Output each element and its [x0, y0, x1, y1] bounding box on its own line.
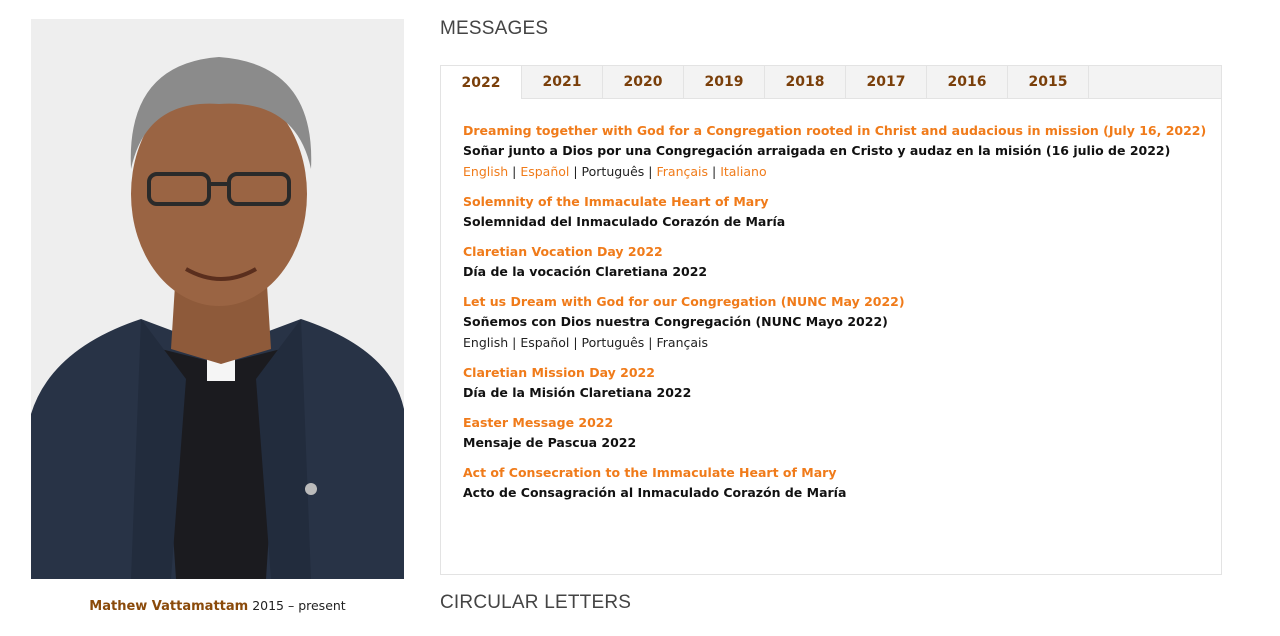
message-link-en[interactable]: Solemnity of the Immaculate Heart of Mary — [463, 194, 769, 209]
portrait-photo — [31, 19, 404, 579]
lang-link-francais[interactable]: Français — [656, 164, 709, 179]
lang-link-espanol[interactable]: Español — [520, 164, 570, 179]
circular-letters-heading: CIRCULAR LETTERS — [440, 592, 632, 613]
list-item — [463, 242, 1221, 282]
message-title-es: Soñar junto a Dios por una Congregación arraigada en Cristo y audaz en la misión (16 julio de 2022) — [463, 143, 1171, 158]
language-links: English | Español | Português | Français | Italiano — [463, 164, 767, 179]
tab-2015[interactable]: 2015 — [1008, 66, 1089, 98]
caption-years: 2015 – present — [252, 598, 346, 613]
message-title-es: Mensaje de Pascua 2022 — [463, 435, 637, 450]
lang-link-espanol[interactable]: Español — [520, 335, 570, 350]
message-title-es: Soñemos con Dios nuestra Congregación (NUNC Mayo 2022) — [463, 314, 888, 329]
messages-panel — [440, 65, 1222, 575]
tab-2021[interactable]: 2021 — [522, 66, 603, 98]
message-title-es: Día de la vocación Claretiana 2022 — [463, 264, 708, 279]
list-item — [463, 121, 1221, 182]
list-item — [463, 413, 1221, 453]
tab-2022[interactable]: 2022 — [441, 66, 522, 99]
portrait-caption — [31, 598, 404, 614]
message-link-en[interactable]: Act of Consecration to the Immaculate Heart of Mary — [463, 465, 837, 480]
list-item — [463, 192, 1221, 232]
tab-2016[interactable]: 2016 — [927, 66, 1008, 98]
lang-link-english[interactable]: English — [463, 335, 509, 350]
language-links: English | Español | Português | Français — [463, 335, 709, 350]
message-title-es: Solemnidad del Inmaculado Corazón de María — [463, 214, 786, 229]
message-list — [441, 99, 1221, 503]
lang-link-portugues[interactable]: Português — [581, 164, 645, 179]
message-link-en[interactable]: Easter Message 2022 — [463, 415, 614, 430]
lang-link-portugues[interactable]: Português — [581, 335, 645, 350]
year-tabs — [441, 66, 1221, 99]
lang-link-english[interactable]: English — [463, 164, 509, 179]
message-link-en[interactable]: Let us Dream with God for our Congregation (NUNC May 2022) — [463, 294, 905, 309]
tab-2020[interactable]: 2020 — [603, 66, 684, 98]
caption-name: Mathew Vattamattam — [89, 599, 249, 614]
tab-2019[interactable]: 2019 — [684, 66, 765, 98]
list-item — [463, 463, 1221, 503]
list-item — [463, 363, 1221, 403]
message-link-en[interactable]: Dreaming together with God for a Congregation rooted in Christ and audacious in mission (July 16, 2022) — [463, 123, 1207, 138]
message-title-es: Día de la Misión Claretiana 2022 — [463, 385, 692, 400]
tab-2018[interactable]: 2018 — [765, 66, 846, 98]
lang-link-francais[interactable]: Français — [656, 335, 709, 350]
messages-heading: MESSAGES — [440, 18, 549, 39]
list-item — [463, 292, 1221, 353]
message-link-en[interactable]: Claretian Vocation Day 2022 — [463, 244, 663, 259]
tab-2017[interactable]: 2017 — [846, 66, 927, 98]
message-link-en[interactable]: Claretian Mission Day 2022 — [463, 365, 655, 380]
lang-link-italiano[interactable]: Italiano — [720, 164, 767, 179]
message-title-es: Acto de Consagración al Inmaculado Corazón de María — [463, 485, 847, 500]
